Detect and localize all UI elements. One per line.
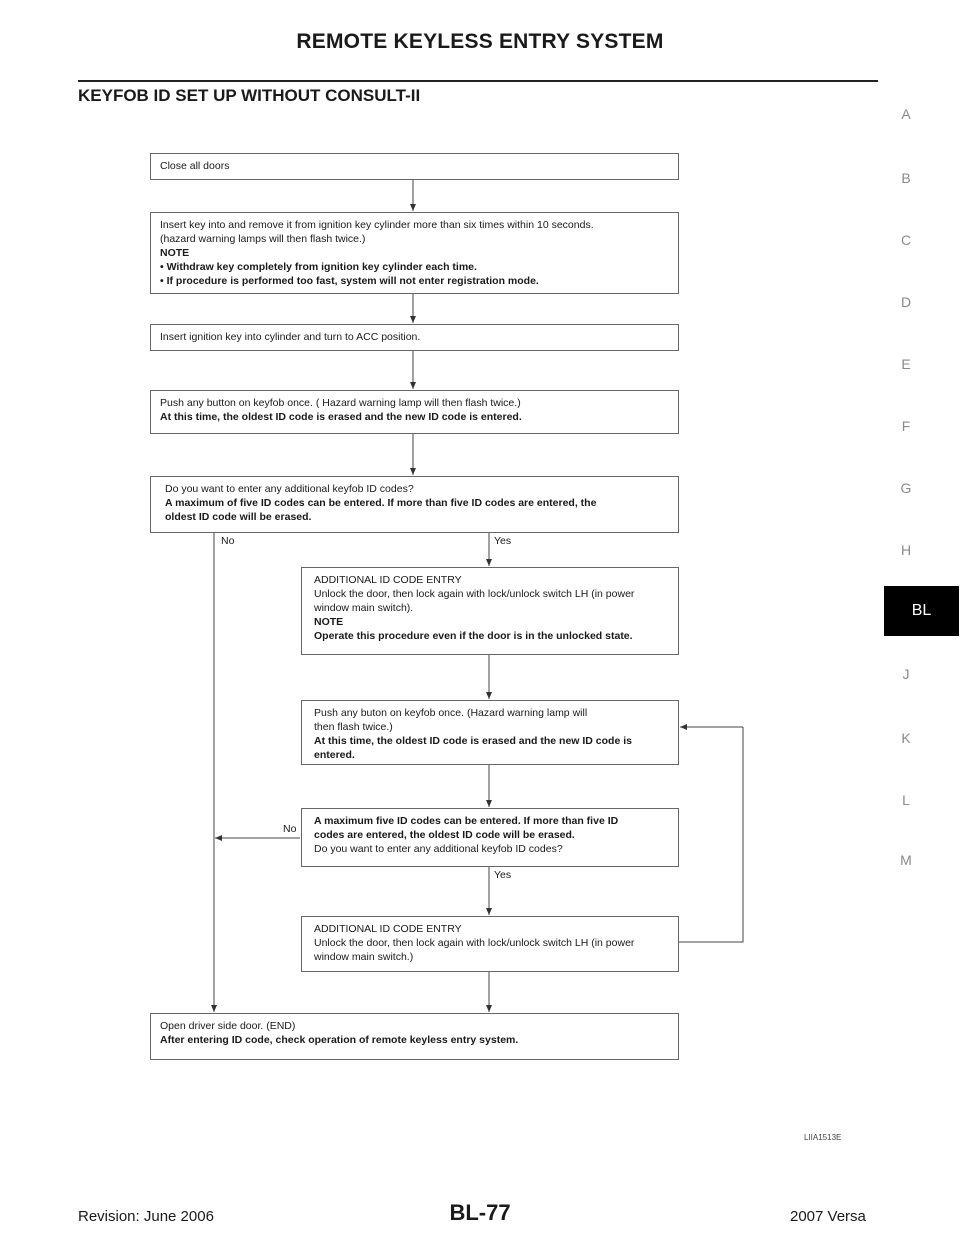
sidebar-letter-h[interactable]: H xyxy=(900,542,912,558)
flow-step-turn-to-acc: Insert ignition key into cylinder and turn to ACC position. xyxy=(150,324,679,351)
sidebar-letter-m[interactable]: M xyxy=(900,852,912,868)
footer-page-number: BL-77 xyxy=(449,1200,511,1225)
footer-model: 2007 Versa xyxy=(790,1208,866,1225)
sidebar-letter-l[interactable]: L xyxy=(902,792,910,808)
sidebar-letter-b[interactable]: B xyxy=(901,170,911,186)
label-no-1: No xyxy=(221,535,235,547)
sidebar-letter-c[interactable]: C xyxy=(900,232,912,248)
flow-step-close-doors: Close all doors xyxy=(150,153,679,180)
label-yes-1: Yes xyxy=(494,535,512,547)
sidebar-letter-j[interactable]: J xyxy=(902,666,910,682)
flow-step-end-open-driver-door: Open driver side door. (END) After entering ID code, check operation of remote keyless entry system. xyxy=(150,1013,679,1060)
sidebar-letter-d[interactable]: D xyxy=(900,294,912,310)
section-title: KEYFOB ID SET UP WITHOUT CONSULT-II xyxy=(78,86,421,105)
flow-decision-additional-ids-2: A maximum five ID codes can be entered. If more than five ID codes are entered, the oldest ID code will be erased. Do you want to enter any additional keyfob ID codes? xyxy=(301,808,679,867)
sidebar-letter-e[interactable]: E xyxy=(901,356,911,372)
label-yes-2: Yes xyxy=(494,869,512,881)
label-no-2: No xyxy=(283,823,297,835)
page-header-title: REMOTE KEYLESS ENTRY SYSTEM xyxy=(296,30,664,53)
flow-step-additional-id-entry-2: ADDITIONAL ID CODE ENTRY Unlock the door, then lock again with lock/unlock switch LH (in power window main switch.) xyxy=(301,916,679,972)
sidebar-letter-f[interactable]: F xyxy=(901,418,911,434)
sidebar-tab-bl-active[interactable]: BL xyxy=(884,586,959,636)
flow-step-push-keyfob-button: Push any button on keyfob once. ( Hazard warning lamp will then flash twice.) At this time, the oldest ID code is erased and the new ID code is entered. xyxy=(150,390,679,434)
flow-step-additional-id-entry-1: ADDITIONAL ID CODE ENTRY Unlock the door, then lock again with lock/unlock switch LH (in power window main switch). NOTE Operate this procedure even if the door is in the unlocked state. xyxy=(301,567,679,655)
flow-step-push-keyfob-button-2: Push any buton on keyfob once. (Hazard warning lamp will then flash twice.) At this time, the oldest ID code is erased and the new ID code is entered. xyxy=(301,700,679,765)
loop-step9-to-step7 xyxy=(679,727,743,942)
footer-revision: Revision: June 2006 xyxy=(78,1208,214,1225)
sidebar-letter-g[interactable]: G xyxy=(900,480,912,496)
sidebar-letter-k[interactable]: K xyxy=(901,730,911,746)
flow-decision-additional-ids: Do you want to enter any additional keyfob ID codes? A maximum of five ID codes can be entered. If more than five ID codes are entered, the oldest ID code will be erased. xyxy=(150,476,679,533)
flow-step-insert-remove-key: Insert key into and remove it from ignition key cylinder more than six times within 10 seconds. (hazard warning lamps will then flash twice.) NOTE • Withdraw key completely from ignition key cylinder each time. • If procedure is performed too fast, system will not enter registration mode. xyxy=(150,212,679,294)
sidebar-letter-a[interactable]: A xyxy=(901,106,911,122)
figure-code: LIIA1513E xyxy=(804,1133,842,1142)
